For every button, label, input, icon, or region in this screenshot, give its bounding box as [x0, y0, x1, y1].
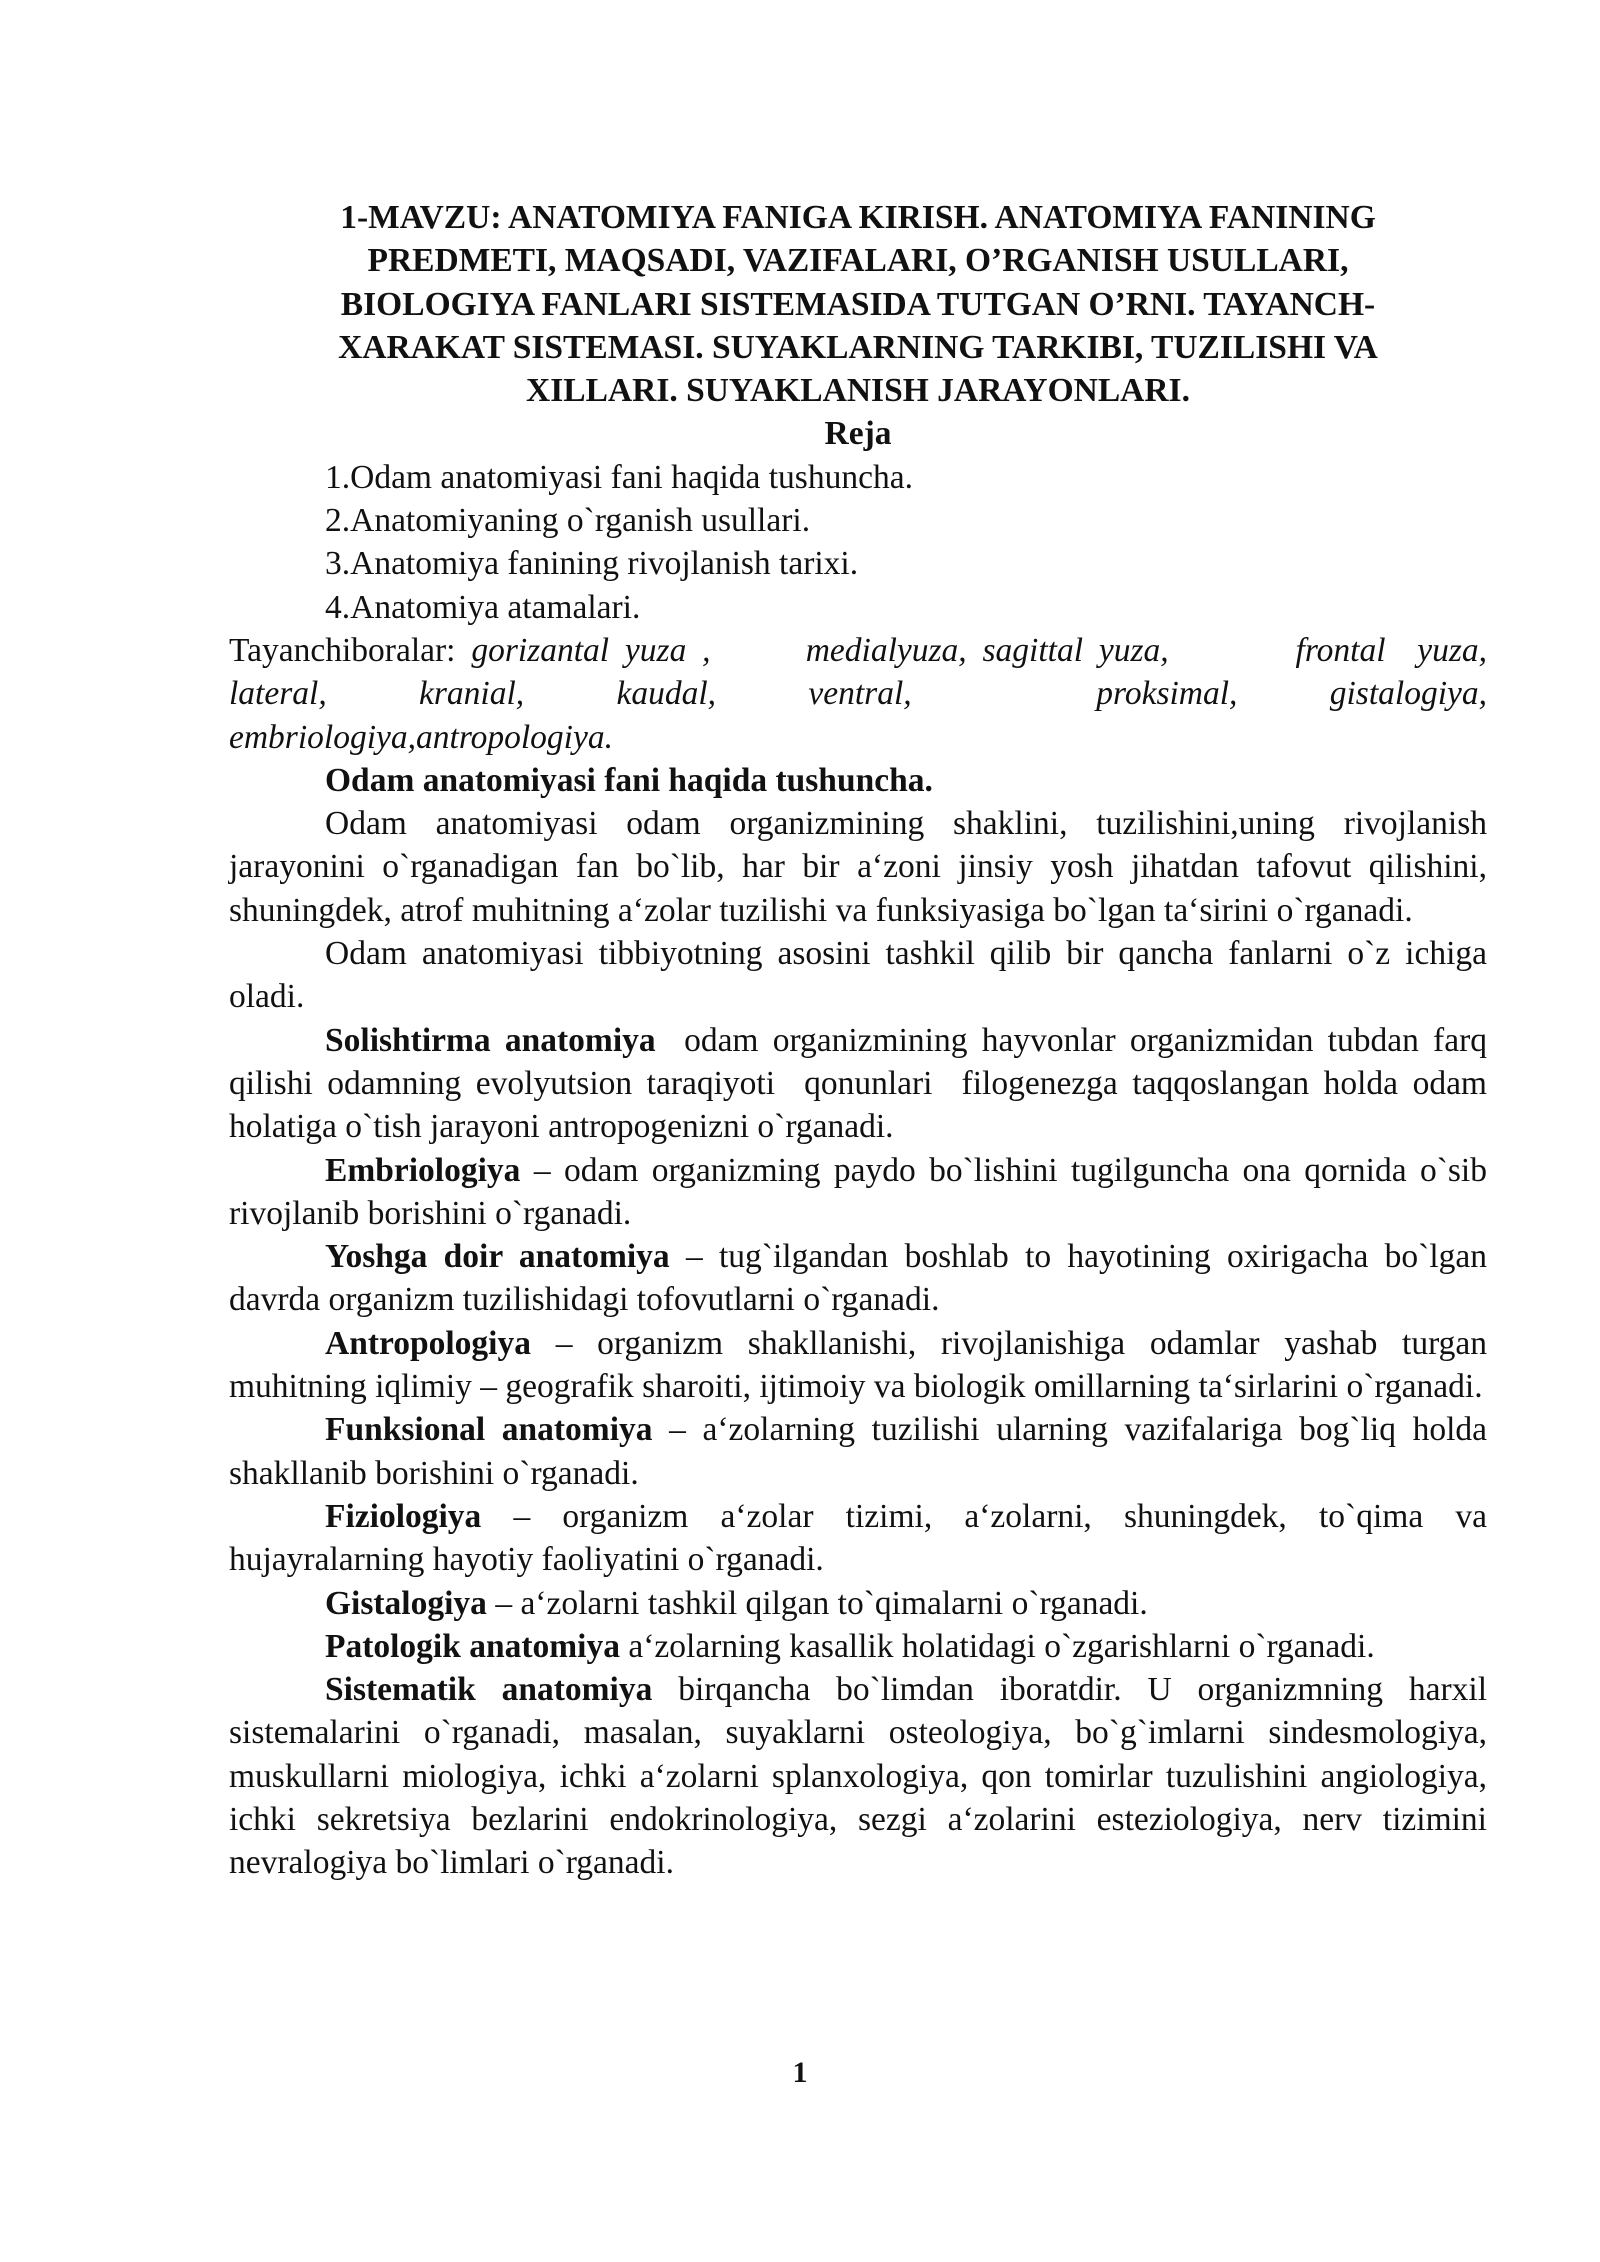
paragraph: [229, 1322, 1487, 1409]
term: Gistalogiya: [325, 1584, 487, 1622]
title-line: PREDMETI, MAQSADI, VAZIFALARI, O’RGANISH USULLARI,: [367, 242, 1349, 280]
paragraph-text: odam organizmining hayvonlar organizmidan tubdan farq qilishi odamning evolyutsion taraqiyoti qonunlari filogenezga taqqoslangan holda odam holatiga o`tish jarayoni antropogenizni o`rganadi.: [229, 1021, 1496, 1146]
paragraph: [229, 1408, 1487, 1495]
title-line: XARAKAT SISTEMASI. SUYAKLARNING TARKIBI, TUZILISHI VA: [338, 328, 1378, 366]
paragraph: [229, 1235, 1487, 1322]
paragraph: [229, 802, 1487, 932]
section-heading: Odam anatomiyasi fani haqida tushuncha.: [325, 761, 933, 799]
paragraph-text: Odam anatomiyasi odam organizmining shaklini, tuzilishini,uning rivojlanish jarayonini o`rganadigan fan bo`lib, har bir a‘zoni jinsiy yosh jihatdan tafovut qilishini, shuningdek, atrof muhitning a‘zolar tuzilishi va funksiyasiga bo`lgan ta‘sirini o`rganadi.: [229, 805, 1487, 929]
document-page: [229, 196, 1496, 1885]
paragraph-text: birqancha bo`limdan iboratdir. U organizmning harxil sistemalarini o`rganadi, masalan, suyaklarni osteologiya, bo`g`imlarni sindesmologiya, muskullarni miologiya, ichki a‘zolarni splanxologiya, qon tomirlar tuzulishini angiologiya, ichki sekretsiya bezlarini endokrinologiya, sezgi a‘zolarini esteziologiya, nerv tizimini nevralogiya bo`limlari o`rganadi.: [229, 1671, 1487, 1882]
term: Yoshga doir anatomiya: [325, 1238, 670, 1276]
keywords-line-2: [229, 672, 1487, 715]
paragraph-text: a‘zolarning kasallik holatidagi o`zgarishlarni o`rganadi.: [620, 1627, 1375, 1665]
paragraph: [229, 1582, 1487, 1625]
plan-item: 1.Odam anatomiyasi fani haqida tushuncha.: [325, 458, 913, 496]
paragraph: [229, 1668, 1487, 1884]
plan-title: Reja: [824, 415, 892, 453]
term: Solishtirma anatomiya: [325, 1021, 656, 1059]
term: Sistematik anatomiya: [325, 1671, 653, 1709]
paragraph-text: – organizm shakllanishi, rivojlanishiga odamlar yashab turgan muhitning iqlimiy – geografik sharoiti, ijtimoiy va biologik omillarning ta‘sirlarini o`rganadi.: [229, 1324, 1487, 1406]
paragraph-text: – odam organizming paydo bo`lishini tugilguncha ona qornida o`sib rivojlanib borishini o`rganadi.: [229, 1151, 1487, 1232]
term: Fiziologiya: [325, 1497, 482, 1535]
paragraph-text: Odam anatomiyasi tibbiyotning asosini tashkil qilib bir qancha fanlarni o`z ichiga oladi.: [229, 935, 1487, 1016]
paragraph: [229, 1625, 1487, 1668]
paragraph: [229, 1019, 1496, 1149]
keywords-label: Tayanchiboralar:: [229, 631, 456, 669]
term: Funksional anatomiya: [325, 1411, 653, 1449]
page-number: 1: [792, 2056, 808, 2089]
paragraph: [229, 1495, 1487, 1582]
title-line: BIOLOGIYA FANLARI SISTEMASIDA TUTGAN O’RNI. TAYANCH-: [340, 285, 1376, 323]
term: Embriologiya: [325, 1151, 521, 1189]
paragraph: [229, 1149, 1487, 1236]
keywords-terms: gorizantal yuza , medialyuza, sagittal yuza, frontal yuza,: [471, 631, 1487, 669]
plan-item: 3.Anatomiya fanining rivojlanish tarixi.: [325, 545, 859, 583]
title-line: 1-MAVZU: ANATOMIYA FANIGA KIRISH. ANATOMIYA FANINING: [340, 199, 1376, 236]
paragraph-text: – a‘zolarning tuzilishi ularning vazifalariga bog`liq holda shakllanib borishini o`rganadi.: [229, 1411, 1488, 1492]
plan-item: 4.Anatomiya atamalari.: [325, 588, 641, 626]
paragraph-text: – a‘zolarni tashkil qilgan to`qimalarni o`rganadi.: [486, 1584, 1148, 1622]
paragraph: [229, 932, 1487, 1019]
plan-list: [229, 456, 1487, 629]
paragraph-text: – tug`ilgandan boshlab to hayotining oxirigacha bo`lgan davrda organizm tuzilishidagi tofovutlarni o`rganadi.: [229, 1238, 1487, 1319]
topic-title: [229, 196, 1487, 412]
term: Antropologiya: [325, 1324, 531, 1362]
keywords-line-1: [229, 629, 1487, 672]
keywords-line-3: embriologiya,antropologiya.: [229, 718, 613, 756]
title-line: XILLARI. SUYAKLANISH JARAYONLARI.: [526, 372, 1190, 410]
plan-item: 2.Anatomiyaning o`rganish usullari.: [325, 502, 811, 540]
keywords-terms: lateral, kranial, kaudal, ventral, proksimal, gistalogiya,: [229, 675, 1487, 713]
term: Patologik anatomiya: [325, 1627, 620, 1665]
paragraph-text: – organizm a‘zolar tizimi, a‘zolarni, shuningdek, to`qima va hujayralarning hayotiy faoliyatini o`rganadi.: [229, 1497, 1487, 1579]
